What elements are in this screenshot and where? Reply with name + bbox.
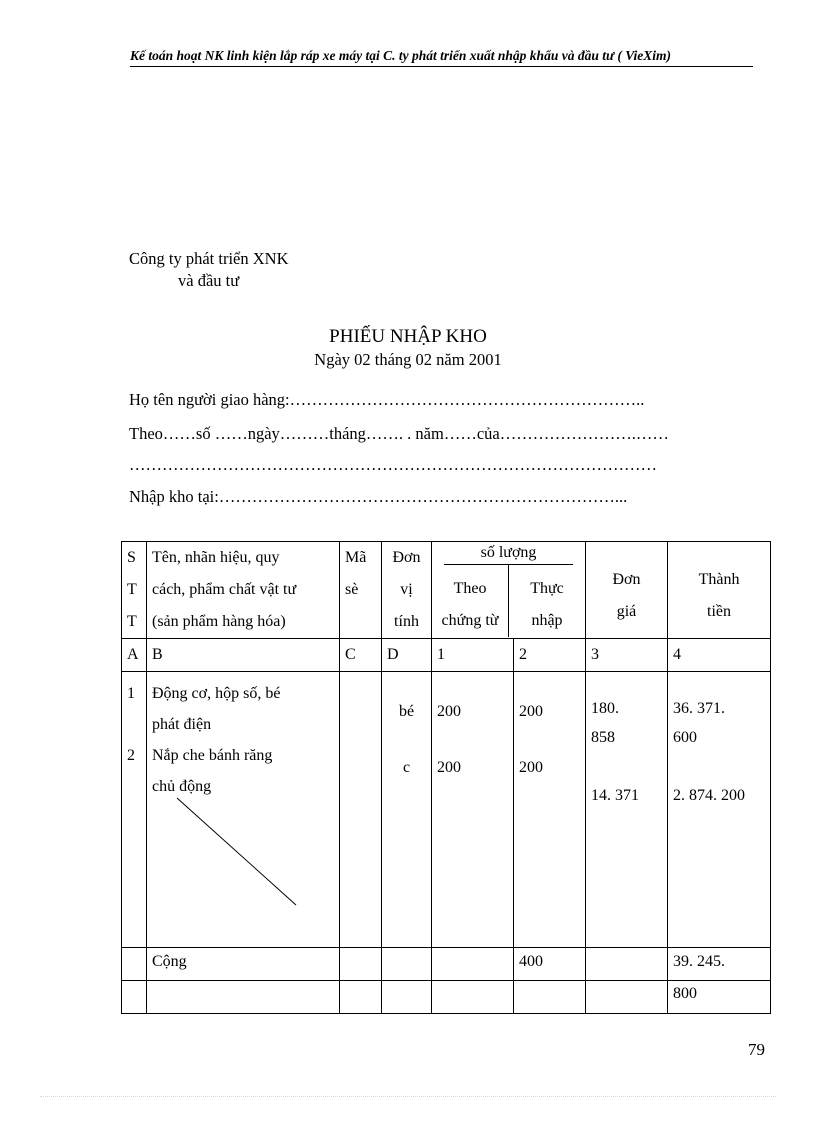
warehouse-field: Nhập kho tại:………………………………………………………………... xyxy=(129,487,628,506)
cell-text: c xyxy=(402,759,411,776)
item-name-cell xyxy=(147,672,340,948)
total-price-cell xyxy=(586,948,668,981)
code-cell: D xyxy=(382,639,432,672)
cell-text: 180. xyxy=(591,700,619,717)
cell-text: 2 xyxy=(127,747,135,764)
qty-actual-cell xyxy=(514,672,586,948)
cell-text: Động cơ, hộp số, bé xyxy=(152,685,281,702)
page-number: 79 xyxy=(748,1040,765,1059)
total-amount: 39. 245. xyxy=(668,948,771,981)
total-stt-cell xyxy=(122,948,147,981)
cell-text: 858 xyxy=(591,729,615,746)
stt-cell xyxy=(122,672,147,948)
header-qty-actual xyxy=(509,565,585,637)
document-date: Ngày 02 tháng 02 năm 2001 xyxy=(314,350,502,369)
header-text: Đơn xyxy=(392,549,421,566)
cell-text: 200 xyxy=(437,703,461,720)
header-text: (sản phẩm hàng hóa) xyxy=(152,613,286,630)
cell-text: bé xyxy=(398,703,415,720)
column-code-row xyxy=(122,639,771,672)
cell-text: 1 xyxy=(127,685,135,702)
cell-text: 200 xyxy=(519,759,543,776)
empty-cell xyxy=(147,981,340,1014)
header-name xyxy=(147,542,340,639)
cell-text: 14. 371 xyxy=(591,787,639,804)
total-row xyxy=(122,948,771,981)
header-text: sè xyxy=(345,581,359,598)
dotted-line: …………………………………………………………………………………… xyxy=(129,455,657,474)
header-text: chứng từ xyxy=(441,612,499,629)
cell-text: 600 xyxy=(673,729,697,746)
total-code-cell xyxy=(340,948,382,981)
total-amount-continued: 800 xyxy=(668,981,771,1014)
header-price xyxy=(586,542,668,639)
cell-text: 36. 371. xyxy=(673,700,725,717)
running-header: Kế toán hoạt NK linh kiện lắp ráp xe máy tại C. ty phát triển xuất nhập khẩu và đầu tư ( VieXim) xyxy=(130,48,753,67)
code-cell: C xyxy=(340,639,382,672)
receiver-field: Họ tên người giao hàng:……………………………………………………….. xyxy=(129,390,645,409)
code-cell: 1 xyxy=(432,639,514,672)
cell-text: 2. 874. 200 xyxy=(673,787,745,804)
header-text: Thành xyxy=(698,571,740,588)
qty-doc-cell xyxy=(432,672,514,948)
header-code xyxy=(340,542,382,639)
header-text: Theo xyxy=(453,580,487,597)
header-text: nhập xyxy=(531,612,563,629)
cell-text: chủ động xyxy=(152,778,212,795)
empty-cell xyxy=(514,981,586,1014)
header-text: T xyxy=(127,613,137,630)
header-text: Mã xyxy=(345,549,367,566)
total-continuation-row xyxy=(122,981,771,1014)
empty-cell xyxy=(340,981,382,1014)
header-text: S xyxy=(127,549,136,566)
amount-cell xyxy=(668,672,771,948)
quantity-label: số lượng xyxy=(444,542,573,565)
price-cell xyxy=(586,672,668,948)
table-header-row xyxy=(122,542,771,639)
cell-text xyxy=(591,752,667,781)
header-text: T xyxy=(127,581,137,598)
document-title: PHIẾU NHẬP KHO xyxy=(329,326,487,347)
unit-cell xyxy=(382,672,432,948)
total-unit-cell xyxy=(382,948,432,981)
cell-text: Nắp che bánh răng xyxy=(152,747,273,764)
code-cell: B xyxy=(147,639,340,672)
header-stt xyxy=(122,542,147,639)
total-label: Cộng xyxy=(147,948,340,981)
header-text: Tên, nhãn hiệu, quy xyxy=(152,549,280,566)
company-name-line2: và đầu tư xyxy=(178,271,240,290)
code-cell: 2 xyxy=(514,639,586,672)
header-text: tiền xyxy=(707,603,731,620)
cell-text: phát điện xyxy=(152,716,212,733)
total-qty-doc-cell xyxy=(432,948,514,981)
cell-text: 200 xyxy=(437,759,461,776)
footer-divider xyxy=(40,1096,776,1097)
header-text: vị xyxy=(400,581,413,598)
reference-field: Theo……số ……ngày………tháng……. . năm……của…………………….…… xyxy=(129,424,669,443)
total-qty-actual: 400 xyxy=(514,948,586,981)
receipt-table xyxy=(121,541,771,1014)
header-qty-doc xyxy=(432,565,509,637)
header-text: tính xyxy=(394,613,419,630)
cell-text: 200 xyxy=(519,703,543,720)
cell-text xyxy=(673,752,770,781)
code-body-cell xyxy=(340,672,382,948)
header-text: cách, phẩm chất vật tư xyxy=(152,581,297,598)
header-text: Đơn xyxy=(612,571,641,588)
header-quantity xyxy=(432,542,586,639)
header-text: giá xyxy=(616,603,637,620)
strike-line xyxy=(175,796,300,908)
company-name: Công ty phát triển XNK xyxy=(129,249,289,268)
code-cell: A xyxy=(122,639,147,672)
empty-cell xyxy=(432,981,514,1014)
header-text: Thực xyxy=(530,580,564,597)
header-unit xyxy=(382,542,432,639)
empty-cell xyxy=(586,981,668,1014)
header-amount xyxy=(668,542,771,639)
code-cell: 3 xyxy=(586,639,668,672)
code-cell: 4 xyxy=(668,639,771,672)
cell-text xyxy=(127,709,146,740)
empty-cell xyxy=(382,981,432,1014)
empty-cell xyxy=(122,981,147,1014)
table-row xyxy=(122,672,771,948)
